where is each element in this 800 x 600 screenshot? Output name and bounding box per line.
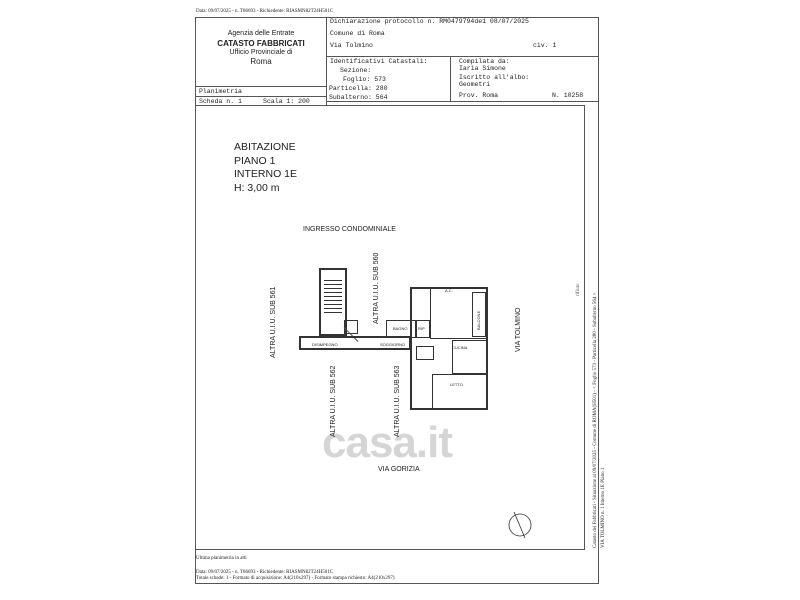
sub563-label: ALTRA U.I.U. SUB 563: [394, 365, 401, 437]
unit-interior: INTERNO 1E: [234, 168, 298, 180]
compiler-title: Compilata da:: [459, 58, 510, 65]
protocol-line: Dichiarazione protocollo n. RM0479794de1 08/07/2025: [330, 18, 529, 25]
balcone-label: BALCONE: [476, 310, 481, 330]
footer-request-line: Data: 09/07/2025 - n. T86693 - Richiedente: RIASMN82T24H501C: [196, 570, 334, 575]
soggiorno-label: SOGGIORNO: [380, 342, 406, 347]
watermark: [322, 418, 452, 468]
scale: Scala 1: 200: [263, 98, 310, 105]
unit-type: ABITAZIONE: [234, 141, 296, 153]
comune-line: Comune di Roma: [330, 30, 385, 37]
sub561-label: ALTRA U.I.U. SUB 561: [270, 286, 277, 358]
via-line: Via Tolmino: [330, 42, 373, 49]
ac-label: A.C.: [445, 288, 453, 293]
profession: Geometri: [459, 81, 491, 88]
unit-floor: PIANO 1: [234, 154, 276, 167]
side-stamp: rifiuto: [576, 283, 581, 296]
letto-label: LETTO: [450, 382, 463, 387]
foglio: Foglio: 573: [343, 76, 386, 83]
watermark-text: casa.it: [322, 418, 452, 467]
unit-description: [234, 141, 297, 195]
cucina-label: CUCINA: [452, 345, 468, 350]
sub562-label: ALTRA U.I.U. SUB 562: [330, 365, 337, 437]
compiler-name: Iaria Simone: [459, 65, 506, 72]
sezione: Sezione:: [340, 67, 372, 74]
civico: civ. 1: [533, 42, 557, 49]
ufficio-city: Roma: [250, 57, 272, 66]
side-catasto-text: Catasto dei Fabbricati - Situazione al 09/07/2025 - Comune di ROMA(H501) - < Foglio 573 - Particella 280 - Subalterno 564 >: [593, 292, 598, 548]
albo-number: N. 10258: [552, 92, 584, 99]
ingresso-label: INGRESSO CONDOMINIALE: [303, 226, 396, 233]
hall-notch: [416, 346, 434, 360]
ufficio-label: Ufficio Provinciale di: [229, 49, 293, 56]
sub560-label: ALTRA U.I.U. SUB 560: [373, 252, 380, 324]
side-address-text: VIA TOLMINO n. 1 Interno 1E Piano 1: [601, 467, 606, 548]
north-arrow-icon: [505, 508, 535, 542]
rip-label: RIP: [418, 326, 425, 331]
agency-block: [196, 30, 326, 67]
via-tolmino-label: VIA TOLMINO: [515, 307, 522, 352]
province: Prov. Roma: [459, 92, 499, 99]
elevator: [344, 320, 358, 334]
disimpegno-label: DISIMPEGNO: [312, 342, 338, 347]
albo-label: Iscritto all'albo:: [459, 74, 530, 81]
bagno-label: BAGNO: [393, 326, 408, 331]
footer-format-line: Totale schede: 1 - Formato di acquisizione: A4(210x297) - Formato stampa richiesto: A4(210x297): [196, 576, 395, 581]
particella: Particella: 280: [329, 85, 388, 92]
unit-height: H: 3,00 m: [234, 181, 280, 194]
stair-steps: [324, 280, 342, 316]
header-request-line: Data: 09/07/2025 - n. T86693 - Richiedente: RIASMN82T24H501C: [196, 9, 334, 14]
planimetria-label: Planimetria: [199, 88, 242, 95]
scheda-number: Scheda n. 1: [199, 98, 242, 105]
via-gorizia-label: VIA GORIZIA: [378, 466, 420, 473]
agency-name: Agenzia delle Entrate: [227, 30, 295, 37]
catasto-title: CATASTO FABBRICATI: [217, 39, 305, 48]
footer-last-plan: Ultima planimetria in atti: [196, 556, 247, 561]
identifiers-title: Identificativi Catastali:: [330, 58, 428, 65]
subalterno: Subalterno: 564: [329, 94, 388, 101]
lower-room: [432, 374, 488, 410]
